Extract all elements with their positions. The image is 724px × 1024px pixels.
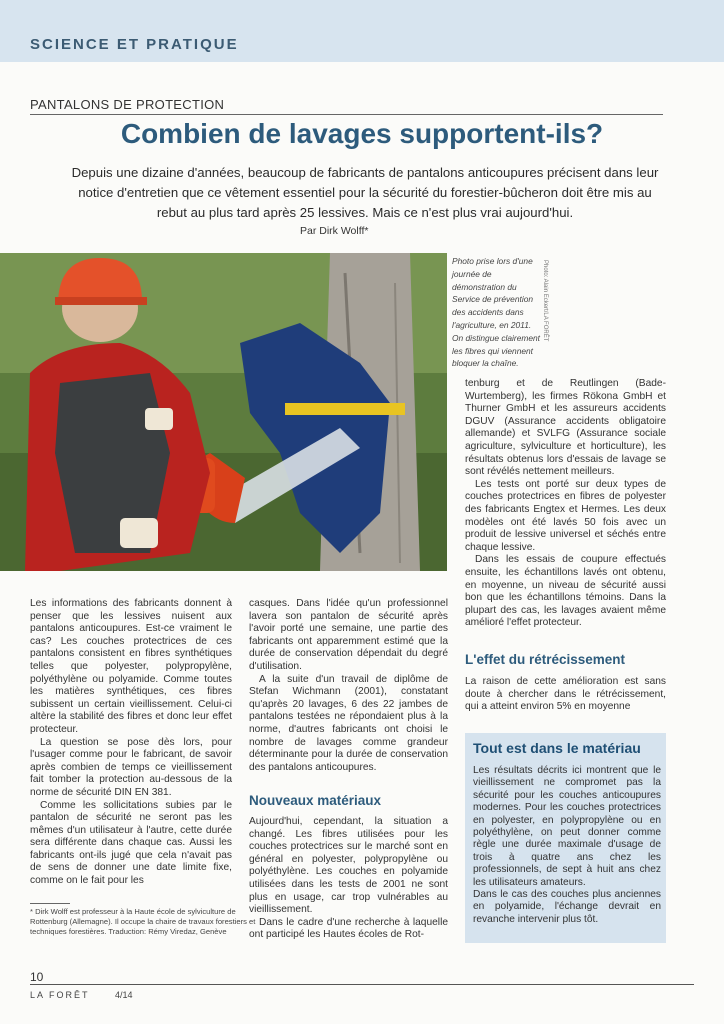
footnote-divider <box>30 903 70 904</box>
col1-paragraph-2: La question se pose dès lors, pour l'usager comme pour le fabricant, de savoir après combien de temps ce vieillissement fait tomber la protection au-dessous de la norme de sécurité DIN EN 381. <box>30 736 232 798</box>
column-2b <box>249 816 448 942</box>
col3-paragraph-1: tenburg et de Reutlingen (Bade-Wurtemberg), les firmes Rökona GmbH et Thurner GmbH et les assureurs accidents DGUV (Assurance accidents obligatoire allemande) et SVLFG (Assurance sociale agriculture, sylviculture et horticulture), les résultats obtenus lors d'essais de lavage se sont révélés nettement meilleurs. <box>465 378 666 478</box>
col3-paragraph-2: Les tests ont porté sur deux types de couches protectrices en fibres de polyester des fabricants Engtex et Hermes. Les deux modèles ont été lavés 50 fois avec un produit de lessive universel et séchés entre chaque lessive. <box>465 478 666 553</box>
kicker-divider <box>30 114 663 115</box>
article-kicker: PANTALONS DE PROTECTION <box>30 97 225 112</box>
author-footnote: * Dirk Wolff est professeur à la Haute école de sylviculture de Rottenburg (Allemagne). Il occupe la chaire de travaux forestiers et techniques forestières. Traduction: Rémy Viredaz, Genève <box>30 907 256 937</box>
photo-caption: Photo prise lors d'une journée de démonstration du Service de prévention des accidents dans l'agriculture, en 2011. On distingue clairement les fibres qui viennent bloquer la chaîne. <box>452 256 540 369</box>
article-byline: Par Dirk Wolff* <box>300 225 369 237</box>
col2-paragraph-1: casques. Dans l'idée qu'un professionnel lavera son pantalon de sécurité après l'avoir porté une semaine, une partie des fabricants ont apparemment estimé que la durée de conservation dépendait du degré d'utilisation. <box>249 598 448 672</box>
section-title: SCIENCE ET PRATIQUE <box>30 36 239 53</box>
box-text <box>473 765 661 926</box>
col1-paragraph-3: Comme les sollicitations subies par le pantalon de sécurité ne seront pas les mêmes d'un utilisateur à l'autre, cette durée sera différente dans chaque cas. Aussi les fabricants ont-ils jugé que cela n'avait pas de sens de donner une date limite fixe, comme on le fait pour les <box>30 799 232 887</box>
col2-paragraph-2: A la suite d'un travail de diplôme de Stefan Wichmann (2001), constatant qu'après 20 lavages, 6 des 22 jambes de pantalons testées ne répondaient plus à la norme, d'autres fabricants ont choisi le nombre de lavages comme grandeur déterminante pour la durée de conservation des pantalons anticoupures. <box>249 673 448 773</box>
column-3 <box>465 378 666 630</box>
subhead-effet-retrecissement: L'effet du rétrécissement <box>465 652 626 667</box>
box-paragraph-2: Dans le cas des couches plus anciennes en polyamide, l'échange devrait en revanche intervenir plus tôt. <box>473 889 661 925</box>
col3-paragraph-3: Dans les essais de coupure effectués ensuite, les échantillons lavés ont obtenu, en moyenne, un niveau de sécurité aussi bon que les échantillons témoins. Dans la plupart des cas, les lavages avaient même amélioré l'effet protecteur. <box>465 554 666 629</box>
column-1 <box>30 598 232 888</box>
article-title: Combien de lavages supportent-ils? <box>120 118 604 149</box>
footer-divider <box>30 984 694 985</box>
forestry-photo-illustration <box>0 253 447 571</box>
photo-credit: Photo: Alain Eckert/LA FORÊT <box>542 260 548 342</box>
page-number: 10 <box>30 970 44 984</box>
column-3b <box>465 676 666 714</box>
article-photo <box>0 253 447 571</box>
col2-paragraph-3: Aujourd'hui, cependant, la situation a changé. Les fibres utilisées pour les couches protectrices sur le marché sont en général en polyester, polypropylène ou polyéthylène. Les couches en polyamide utilisées dans les tests de 2001 ne sont plus en usage, car trop vulnérables au vieillissement. <box>249 816 448 916</box>
col2-paragraph-4: Dans le cadre d'une recherche à laquelle ont participé les Hautes écoles de Rot- <box>249 916 448 941</box>
col3-paragraph-4: La raison de cette amélioration est sans doute à chercher dans le rétrécissement, qui a atteint environ 5% en moyenne <box>465 676 666 713</box>
journal-name: LA FORÊT <box>30 990 90 1000</box>
box-paragraph-1: Les résultats décrits ici montrent que le vieillissement ne compromet pas la sécurité pour les couches anticoupures modernes. Pour les couches protectrices en polyester, en polypropylène ou en polyéthylène, on peut donner comme règle une durée maximale d'usage de trois à quatre ans chez les professionnels, de sept à huit ans chez les utilisateurs amateurs. <box>473 765 661 888</box>
box-title: Tout est dans le matériau <box>473 740 641 756</box>
issue-number: 4/14 <box>115 990 133 1000</box>
subhead-nouveaux-materiaux: Nouveaux matériaux <box>249 793 382 808</box>
col1-paragraph-1: Les informations des fabricants donnent à penser que les lessives nuisent aux pantalons anticoupures. Est-ce vraiment le cas? Les couches protectrices de ces pantalons consistent en fibres synthétiques telles que polyester, polypropylène, polyéthylène ou polyamide. Comme toutes les matières synthétiques, ces fibres subissent un certain vieillissement. Celui-ci altère la stabilité des fibres et donc leur effet protecteur. <box>30 598 232 735</box>
column-2 <box>249 598 448 774</box>
article-lead: Depuis une dizaine d'années, beaucoup de fabricants de pantalons anticoupures précisent dans leur notice d'entretien que ce vêtement essentiel pour la sécurité du forestier-bûcheron doit être mis au rebut au plus tard après 25 lessives. Mais ce n'est plus vrai aujourd'hui. <box>71 165 659 220</box>
